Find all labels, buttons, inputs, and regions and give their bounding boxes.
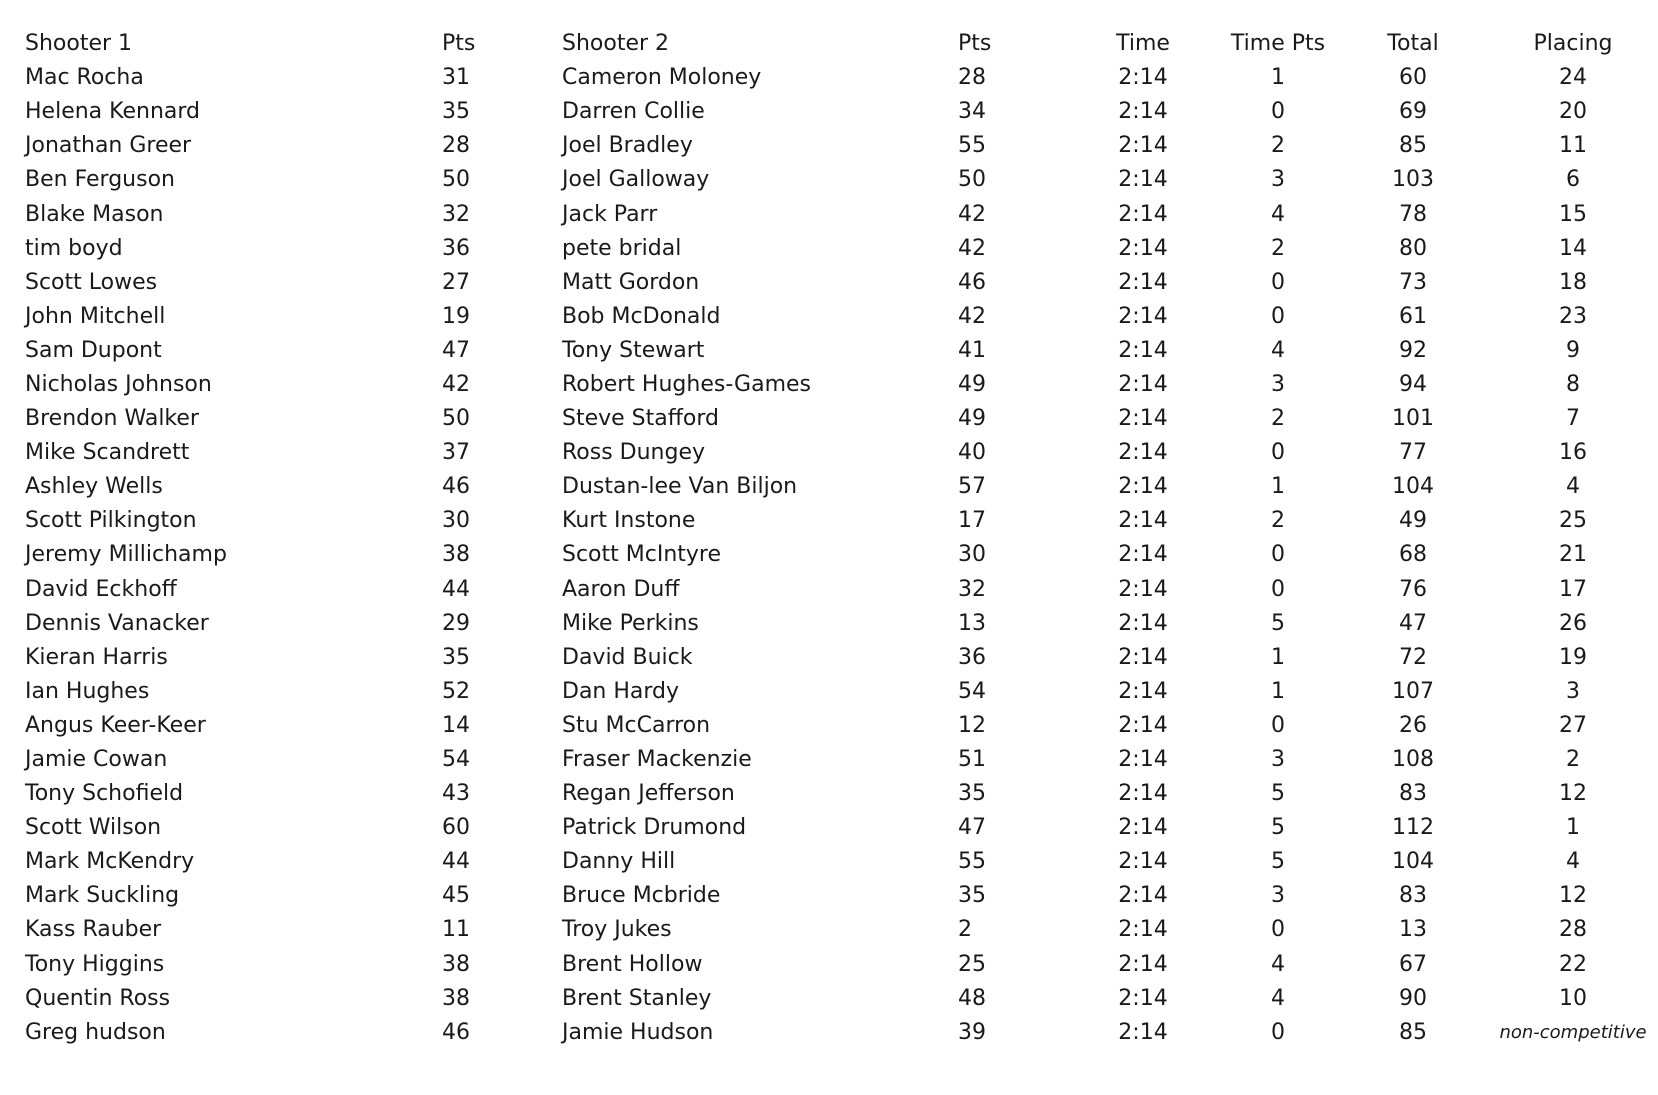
time-cell: 2:14	[1118, 815, 1168, 841]
shooter-2-cell: pete bridal	[562, 235, 682, 261]
time-cell: 2:14	[1118, 917, 1168, 943]
shooter-2-cell: Troy Jukes	[562, 917, 672, 943]
time-pts-cell: 3	[1271, 883, 1285, 909]
total-cell: 49	[1399, 508, 1427, 534]
time-pts-cell: 2	[1271, 235, 1285, 261]
shooter-1-cell: Ashley Wells	[25, 474, 163, 500]
shooter-1-cell: Helena Kennard	[25, 99, 201, 125]
table-row	[0, 470, 1658, 504]
time-pts-cell: 4	[1271, 951, 1285, 977]
shooter-2-cell: Jack Parr	[562, 201, 658, 227]
table-row	[0, 334, 1658, 368]
time-cell: 2:14	[1118, 781, 1168, 807]
table-row	[0, 232, 1658, 266]
time-cell: 2:14	[1118, 849, 1168, 875]
time-cell: 2:14	[1118, 440, 1168, 466]
placing-cell: 8	[1566, 371, 1580, 397]
time-cell: 2:14	[1118, 337, 1168, 363]
pts-1-cell: 30	[442, 508, 470, 534]
pts-2-cell: 48	[958, 985, 986, 1011]
shooter-2-cell: Patrick Drumond	[562, 815, 747, 841]
pts-2-cell: 34	[958, 99, 986, 125]
shooter-1-cell: Mike Scandrett	[25, 440, 190, 466]
shooter-1-cell: Ian Hughes	[25, 678, 150, 704]
table-row	[0, 845, 1658, 879]
shooter-1-cell: John Mitchell	[25, 303, 166, 329]
placing-cell: 4	[1566, 849, 1580, 875]
time-pts-cell: 0	[1271, 1019, 1285, 1045]
total-cell: 94	[1399, 371, 1427, 397]
col-header-placing: Placing	[1533, 31, 1613, 57]
time-pts-cell: 1	[1271, 678, 1285, 704]
total-cell: 80	[1399, 235, 1427, 261]
shooter-2-cell: Dustan-lee Van Biljon	[562, 474, 798, 500]
shooter-2-cell: Steve Stafford	[562, 406, 719, 432]
pts-1-cell: 54	[442, 747, 470, 773]
time-pts-cell: 0	[1271, 917, 1285, 943]
shooter-1-cell: Tony Schofield	[25, 781, 184, 807]
pts-2-cell: 51	[958, 747, 986, 773]
shooter-1-cell: tim boyd	[25, 235, 123, 261]
time-pts-cell: 1	[1271, 474, 1285, 500]
time-cell: 2:14	[1118, 508, 1168, 534]
total-cell: 90	[1399, 985, 1427, 1011]
pts-2-cell: 42	[958, 201, 986, 227]
table-row	[0, 641, 1658, 675]
placing-cell: 16	[1559, 440, 1587, 466]
time-cell: 2:14	[1118, 371, 1168, 397]
time-cell: 2:14	[1118, 678, 1168, 704]
time-cell: 2:14	[1118, 985, 1168, 1011]
time-pts-cell: 5	[1271, 610, 1285, 636]
total-cell: 61	[1399, 303, 1427, 329]
pts-1-cell: 46	[442, 474, 470, 500]
time-cell: 2:14	[1118, 610, 1168, 636]
placing-cell: 25	[1559, 508, 1587, 534]
shooter-2-cell: Matt Gordon	[562, 269, 700, 295]
time-cell: 2:14	[1118, 65, 1168, 91]
shooter-2-cell: Kurt Instone	[562, 508, 696, 534]
pts-1-cell: 14	[442, 712, 470, 738]
pts-1-cell: 50	[442, 167, 470, 193]
total-cell: 112	[1392, 815, 1434, 841]
pts-1-cell: 11	[442, 917, 470, 943]
table-row	[0, 675, 1658, 709]
pts-1-cell: 27	[442, 269, 470, 295]
placing-cell: 15	[1559, 201, 1587, 227]
placing-cell: 6	[1566, 167, 1580, 193]
pts-1-cell: 38	[442, 542, 470, 568]
table-row	[0, 402, 1658, 436]
shooter-2-cell: Mike Perkins	[562, 610, 699, 636]
shooter-1-cell: Mark Suckling	[25, 883, 180, 909]
pts-2-cell: 13	[958, 610, 986, 636]
table-row	[0, 300, 1658, 334]
shooter-1-cell: Brendon Walker	[25, 406, 199, 432]
time-pts-cell: 5	[1271, 849, 1285, 875]
shooter-2-cell: Fraser Mackenzie	[562, 747, 752, 773]
pts-2-cell: 55	[958, 849, 986, 875]
shooter-1-cell: Quentin Ross	[25, 985, 171, 1011]
shooter-2-cell: Ross Dungey	[562, 440, 706, 466]
pts-2-cell: 49	[958, 406, 986, 432]
placing-cell: 9	[1566, 337, 1580, 363]
time-pts-cell: 3	[1271, 371, 1285, 397]
total-cell: 103	[1392, 167, 1434, 193]
total-cell: 26	[1399, 712, 1427, 738]
table-row	[0, 504, 1658, 538]
placing-cell: 10	[1559, 985, 1587, 1011]
pts-2-cell: 42	[958, 235, 986, 261]
table-row	[0, 436, 1658, 470]
time-pts-cell: 0	[1271, 269, 1285, 295]
shooter-2-cell: Cameron Moloney	[562, 65, 762, 91]
total-cell: 68	[1399, 542, 1427, 568]
pts-1-cell: 31	[442, 65, 470, 91]
pts-1-cell: 60	[442, 815, 470, 841]
pts-2-cell: 35	[958, 883, 986, 909]
placing-cell: 21	[1559, 542, 1587, 568]
results-table	[0, 27, 1658, 1050]
pts-1-cell: 19	[442, 303, 470, 329]
placing-cell: 11	[1559, 133, 1587, 159]
table-row	[0, 982, 1658, 1016]
time-cell: 2:14	[1118, 542, 1168, 568]
placing-cell: 26	[1559, 610, 1587, 636]
total-cell: 72	[1399, 644, 1427, 670]
time-pts-cell: 3	[1271, 747, 1285, 773]
total-cell: 13	[1399, 917, 1427, 943]
pts-1-cell: 44	[442, 576, 470, 602]
shooter-1-cell: Blake Mason	[25, 201, 164, 227]
pts-1-cell: 37	[442, 440, 470, 466]
table-row	[0, 129, 1658, 163]
time-cell: 2:14	[1118, 883, 1168, 909]
time-pts-cell: 0	[1271, 440, 1285, 466]
time-pts-cell: 0	[1271, 712, 1285, 738]
pts-1-cell: 50	[442, 406, 470, 432]
shooter-2-cell: Joel Galloway	[562, 167, 710, 193]
time-pts-cell: 1	[1271, 644, 1285, 670]
shooter-2-cell: Robert Hughes-Games	[562, 371, 812, 397]
total-cell: 92	[1399, 337, 1427, 363]
col-header-shooter-1: Shooter 1	[25, 31, 133, 57]
placing-cell: 24	[1559, 65, 1587, 91]
shooter-1-cell: Kieran Harris	[25, 644, 168, 670]
pts-2-cell: 42	[958, 303, 986, 329]
shooter-1-cell: Sam Dupont	[25, 337, 162, 363]
pts-1-cell: 38	[442, 951, 470, 977]
placing-cell: 18	[1559, 269, 1587, 295]
shooter-1-cell: Scott Pilkington	[25, 508, 197, 534]
table-row	[0, 879, 1658, 913]
pts-2-cell: 17	[958, 508, 986, 534]
shooter-1-cell: Tony Higgins	[25, 951, 165, 977]
table-row	[0, 607, 1658, 641]
time-pts-cell: 4	[1271, 201, 1285, 227]
shooter-2-cell: David Buick	[562, 644, 693, 670]
total-cell: 69	[1399, 99, 1427, 125]
pts-1-cell: 29	[442, 610, 470, 636]
pts-2-cell: 54	[958, 678, 986, 704]
shooter-2-cell: Darren Collie	[562, 99, 705, 125]
time-cell: 2:14	[1118, 951, 1168, 977]
time-pts-cell: 0	[1271, 303, 1285, 329]
time-pts-cell: 0	[1271, 576, 1285, 602]
time-pts-cell: 5	[1271, 815, 1285, 841]
pts-2-cell: 46	[958, 269, 986, 295]
placing-cell: non-competitive	[1499, 1021, 1647, 1043]
col-header-total: Total	[1387, 31, 1439, 57]
shooter-2-cell: Brent Hollow	[562, 951, 703, 977]
placing-cell: 7	[1566, 406, 1580, 432]
pts-2-cell: 32	[958, 576, 986, 602]
pts-2-cell: 36	[958, 644, 986, 670]
col-header-shooter-2: Shooter 2	[562, 31, 670, 57]
shooter-2-cell: Danny Hill	[562, 849, 676, 875]
time-cell: 2:14	[1118, 235, 1168, 261]
time-cell: 2:14	[1118, 1019, 1168, 1045]
placing-cell: 3	[1566, 678, 1580, 704]
pts-1-cell: 32	[442, 201, 470, 227]
table-body	[0, 61, 1658, 1050]
placing-cell: 14	[1559, 235, 1587, 261]
time-cell: 2:14	[1118, 406, 1168, 432]
total-cell: 101	[1392, 406, 1434, 432]
shooter-1-cell: Mac Rocha	[25, 65, 144, 91]
shooter-1-cell: Kass Rauber	[25, 917, 162, 943]
shooter-2-cell: Joel Bradley	[562, 133, 693, 159]
placing-cell: 4	[1566, 474, 1580, 500]
pts-2-cell: 35	[958, 781, 986, 807]
time-pts-cell: 1	[1271, 65, 1285, 91]
pts-2-cell: 57	[958, 474, 986, 500]
shooter-1-cell: Mark McKendry	[25, 849, 195, 875]
table-row	[0, 368, 1658, 402]
table-row	[0, 811, 1658, 845]
shooter-1-cell: Dennis Vanacker	[25, 610, 209, 636]
time-pts-cell: 0	[1271, 542, 1285, 568]
placing-cell: 20	[1559, 99, 1587, 125]
pts-2-cell: 50	[958, 167, 986, 193]
shooter-1-cell: Nicholas Johnson	[25, 371, 212, 397]
table-row	[0, 61, 1658, 95]
pts-2-cell: 12	[958, 712, 986, 738]
pts-1-cell: 28	[442, 133, 470, 159]
total-cell: 78	[1399, 201, 1427, 227]
pts-1-cell: 45	[442, 883, 470, 909]
total-cell: 85	[1399, 1019, 1427, 1045]
time-pts-cell: 0	[1271, 99, 1285, 125]
shooter-1-cell: Scott Wilson	[25, 815, 162, 841]
pts-2-cell: 47	[958, 815, 986, 841]
pts-2-cell: 41	[958, 337, 986, 363]
time-cell: 2:14	[1118, 201, 1168, 227]
total-cell: 83	[1399, 883, 1427, 909]
total-cell: 73	[1399, 269, 1427, 295]
placing-cell: 28	[1559, 917, 1587, 943]
total-cell: 47	[1399, 610, 1427, 636]
time-cell: 2:14	[1118, 133, 1168, 159]
pts-1-cell: 44	[442, 849, 470, 875]
col-header-pts-1: Pts	[442, 31, 476, 57]
table-row	[0, 538, 1658, 572]
table-row	[0, 913, 1658, 947]
time-cell: 2:14	[1118, 167, 1168, 193]
shooter-2-cell: Brent Stanley	[562, 985, 712, 1011]
shooter-2-cell: Bruce Mcbride	[562, 883, 721, 909]
table-row	[0, 573, 1658, 607]
total-cell: 60	[1399, 65, 1427, 91]
shooter-1-cell: David Eckhoff	[25, 576, 177, 602]
placing-cell: 12	[1559, 781, 1587, 807]
placing-cell: 12	[1559, 883, 1587, 909]
table-row	[0, 777, 1658, 811]
shooter-1-cell: Jamie Cowan	[25, 747, 168, 773]
pts-2-cell: 40	[958, 440, 986, 466]
placing-cell: 23	[1559, 303, 1587, 329]
placing-cell: 19	[1559, 644, 1587, 670]
total-cell: 107	[1392, 678, 1434, 704]
time-cell: 2:14	[1118, 644, 1168, 670]
total-cell: 76	[1399, 576, 1427, 602]
table-row	[0, 197, 1658, 231]
time-cell: 2:14	[1118, 576, 1168, 602]
pts-2-cell: 55	[958, 133, 986, 159]
table-row	[0, 1016, 1658, 1050]
table-row	[0, 709, 1658, 743]
time-pts-cell: 2	[1271, 406, 1285, 432]
col-header-pts-2: Pts	[958, 31, 992, 57]
placing-cell: 2	[1566, 747, 1580, 773]
shooter-2-cell: Scott McIntyre	[562, 542, 722, 568]
time-pts-cell: 2	[1271, 133, 1285, 159]
time-cell: 2:14	[1118, 474, 1168, 500]
header-row	[0, 27, 1658, 61]
shooter-2-cell: Stu McCarron	[562, 712, 711, 738]
placing-cell: 17	[1559, 576, 1587, 602]
time-cell: 2:14	[1118, 269, 1168, 295]
time-cell: 2:14	[1118, 712, 1168, 738]
total-cell: 67	[1399, 951, 1427, 977]
time-pts-cell: 4	[1271, 337, 1285, 363]
total-cell: 108	[1392, 747, 1434, 773]
shooter-2-cell: Bob McDonald	[562, 303, 721, 329]
pts-1-cell: 35	[442, 644, 470, 670]
placing-cell: 22	[1559, 951, 1587, 977]
time-pts-cell: 3	[1271, 167, 1285, 193]
pts-2-cell: 25	[958, 951, 986, 977]
table-row	[0, 743, 1658, 777]
pts-1-cell: 38	[442, 985, 470, 1011]
shooter-2-cell: Jamie Hudson	[562, 1019, 714, 1045]
shooter-1-cell: Ben Ferguson	[25, 167, 175, 193]
total-cell: 83	[1399, 781, 1427, 807]
time-pts-cell: 4	[1271, 985, 1285, 1011]
shooter-2-cell: Dan Hardy	[562, 678, 680, 704]
shooter-1-cell: Greg hudson	[25, 1019, 166, 1045]
table-row	[0, 948, 1658, 982]
shooter-2-cell: Tony Stewart	[562, 337, 705, 363]
pts-2-cell: 2	[958, 917, 972, 943]
placing-cell: 27	[1559, 712, 1587, 738]
pts-2-cell: 49	[958, 371, 986, 397]
time-cell: 2:14	[1118, 747, 1168, 773]
pts-1-cell: 36	[442, 235, 470, 261]
pts-2-cell: 30	[958, 542, 986, 568]
total-cell: 77	[1399, 440, 1427, 466]
pts-2-cell: 28	[958, 65, 986, 91]
pts-1-cell: 47	[442, 337, 470, 363]
pts-1-cell: 35	[442, 99, 470, 125]
time-cell: 2:14	[1118, 99, 1168, 125]
shooter-1-cell: Jeremy Millichamp	[25, 542, 227, 568]
shooter-1-cell: Jonathan Greer	[25, 133, 192, 159]
pts-2-cell: 39	[958, 1019, 986, 1045]
total-cell: 104	[1392, 474, 1434, 500]
total-cell: 104	[1392, 849, 1434, 875]
shooter-1-cell: Scott Lowes	[25, 269, 158, 295]
time-pts-cell: 5	[1271, 781, 1285, 807]
table-row	[0, 266, 1658, 300]
time-pts-cell: 2	[1271, 508, 1285, 534]
shooter-2-cell: Aaron Duff	[562, 576, 680, 602]
table-row	[0, 163, 1658, 197]
pts-1-cell: 43	[442, 781, 470, 807]
shooter-1-cell: Angus Keer-Keer	[25, 712, 206, 738]
table-row	[0, 95, 1658, 129]
pts-1-cell: 52	[442, 678, 470, 704]
col-header-time: Time	[1116, 31, 1170, 57]
pts-1-cell: 42	[442, 371, 470, 397]
placing-cell: 1	[1566, 815, 1580, 841]
time-cell: 2:14	[1118, 303, 1168, 329]
col-header-time-pts: Time Pts	[1230, 31, 1326, 57]
pts-1-cell: 46	[442, 1019, 470, 1045]
shooter-2-cell: Regan Jefferson	[562, 781, 735, 807]
total-cell: 85	[1399, 133, 1427, 159]
